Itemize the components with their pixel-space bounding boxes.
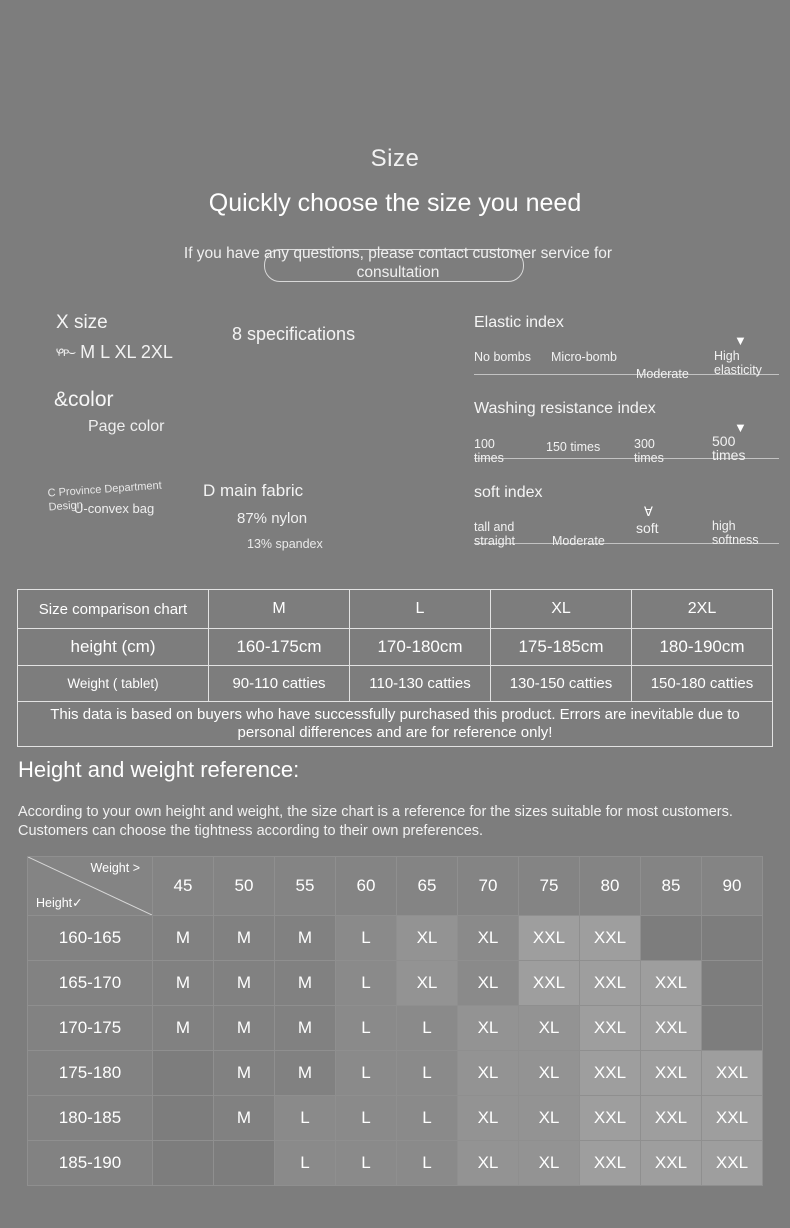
matrix-height-label-4: 180-185 [28,1096,153,1141]
matrix-cell-0-3: L [336,916,397,961]
matrix-cell-5-7: XXL [580,1141,641,1186]
matrix-weight-header-9: 90 [702,857,763,916]
matrix-cell-5-4: L [397,1141,458,1186]
matrix-weight-header-4: 65 [397,857,458,916]
comparison-row-0-cell-1: 170-180cm [350,629,491,666]
comparison-disclaimer: This data is based on buyers who have successfully purchased this product. Errors are inevitable due to personal differences and are for reference only! [18,702,773,747]
matrix-cell-3-2: M [275,1051,336,1096]
comparison-row-0-cell-0: 160-175cm [209,629,350,666]
soft-index-label-0: tall and straight [474,520,515,548]
matrix-cell-1-2: M [275,961,336,1006]
matrix-cell-0-4: XL [397,916,458,961]
elastic-index-label-1: Micro-bomb [551,350,617,364]
matrix-cell-3-3: L [336,1051,397,1096]
matrix-cell-1-4: XL [397,961,458,1006]
soft-index-title: soft index [474,484,543,501]
main-fabric-label: D main fabric [203,481,304,500]
table-row [28,857,763,916]
matrix-cell-1-3: L [336,961,397,1006]
table-row [18,590,773,629]
elastic-index-label-0: No bombs [474,350,531,364]
matrix-cell-5-2: L [275,1141,336,1186]
comparison-header-3: XL [491,590,632,629]
page-subtitle: Quickly choose the size you need [208,189,582,217]
matrix-weight-header-8: 85 [641,857,702,916]
table-row [28,916,763,961]
matrix-cell-1-6: XXL [519,961,580,1006]
matrix-corner-cell [28,857,153,916]
matrix-cell-3-1: M [214,1051,275,1096]
matrix-cell-3-0 [153,1051,214,1096]
matrix-cell-5-5: XL [458,1141,519,1186]
matrix-cell-4-1: M [214,1096,275,1141]
elastic-index-title: Elastic index [474,314,564,331]
table-row [28,961,763,1006]
matrix-cell-5-0 [153,1141,214,1186]
matrix-height-label-5: 185-190 [28,1141,153,1186]
matrix-cell-0-1: M [214,916,275,961]
matrix-cell-2-6: XL [519,1006,580,1051]
washing-index-label-2: 300 times [634,437,664,465]
size-list-glyph: ᰋᴘ⌣ [56,345,76,359]
matrix-cell-2-0: M [153,1006,214,1051]
table-row [28,1096,763,1141]
matrix-cell-4-7: XXL [580,1096,641,1141]
washing-index-label-1: 150 times [546,440,601,454]
matrix-height-label-0: 160-165 [28,916,153,961]
matrix-cell-4-8: XXL [641,1096,702,1141]
matrix-height-label-3: 175-180 [28,1051,153,1096]
table-row [18,629,773,666]
matrix-cell-4-9: XXL [702,1096,763,1141]
page-color-label: Page color [88,418,165,435]
elastic-index-label-3: High elasticity [714,349,762,377]
matrix-cell-1-7: XXL [580,961,641,1006]
comparison-row-0-cell-2: 175-185cm [491,629,632,666]
x-size-label: X size [56,312,108,333]
matrix-weight-header-2: 55 [275,857,336,916]
matrix-cell-4-5: XL [458,1096,519,1141]
table-row [28,1141,763,1186]
matrix-cell-5-9: XXL [702,1141,763,1186]
matrix-cell-1-1: M [214,961,275,1006]
comparison-header-0: Size comparison chart [18,590,209,629]
matrix-cell-4-6: XL [519,1096,580,1141]
height-weight-description: According to your own height and weight, the size chart is a reference for the sizes suitable for most customers. Customers can choose the tightness according to their own preferences. [18,804,733,839]
comparison-row-1-cell-1: 110-130 catties [350,666,491,702]
washing-index-label-0: 100 times [474,437,504,465]
comparison-row-1-cell-2: 130-150 catties [491,666,632,702]
matrix-weight-header-1: 50 [214,857,275,916]
soft-index-label-2: soft [636,520,659,536]
matrix-cell-2-8: XXL [641,1006,702,1051]
matrix-cell-3-6: XL [519,1051,580,1096]
matrix-cell-3-9: XXL [702,1051,763,1096]
matrix-cell-3-4: L [397,1051,458,1096]
elastic-index-marker: ▼ [734,333,747,348]
matrix-cell-3-7: XXL [580,1051,641,1096]
matrix-cell-1-8: XXL [641,961,702,1006]
matrix-weight-header-5: 70 [458,857,519,916]
matrix-cell-0-6: XXL [519,916,580,961]
matrix-cell-4-0 [153,1096,214,1141]
contact-note-text: If you have any questions, please contact customer service for consultation [183,245,613,281]
washing-index-label-3: 500 times [712,433,746,463]
comparison-row-1-label: Weight ( tablet) [18,666,209,702]
matrix-cell-0-7: XXL [580,916,641,961]
matrix-cell-2-2: M [275,1006,336,1051]
matrix-cell-3-5: XL [458,1051,519,1096]
spandex-percent-label: 13% spandex [247,537,323,551]
matrix-cell-1-0: M [153,961,214,1006]
washing-index-marker: ▼ [734,420,747,435]
matrix-cell-4-2: L [275,1096,336,1141]
specifications-label: 8 specifications [232,324,356,344]
comparison-row-0-cell-3: 180-190cm [632,629,773,666]
height-weight-matrix [27,856,763,1186]
matrix-cell-1-9 [702,961,763,1006]
matrix-cell-5-3: L [336,1141,397,1186]
page-title: Size [370,145,420,172]
washing-index-title: Washing resistance index [474,400,656,417]
nylon-percent-label: 87% nylon [237,510,308,527]
table-row [28,1006,763,1051]
size-list-values: M L XL 2XL [80,342,173,362]
matrix-weight-header-0: 45 [153,857,214,916]
matrix-cell-5-1 [214,1141,275,1186]
table-row [18,666,773,702]
matrix-cell-2-9 [702,1006,763,1051]
matrix-weight-header-7: 80 [580,857,641,916]
matrix-cell-2-4: L [397,1006,458,1051]
table-row [18,702,773,747]
matrix-cell-2-5: XL [458,1006,519,1051]
soft-index-marker: ∀ [644,504,653,519]
matrix-cell-4-4: L [397,1096,458,1141]
comparison-header-2: L [350,590,491,629]
matrix-cell-2-1: M [214,1006,275,1051]
u-convex-bag-label: U-convex bag [74,501,155,516]
matrix-cell-3-8: XXL [641,1051,702,1096]
comparison-row-1-cell-3: 150-180 catties [632,666,773,702]
matrix-corner-height-label: Height✓ [36,896,83,910]
matrix-cell-4-3: L [336,1096,397,1141]
matrix-cell-2-7: XXL [580,1006,641,1051]
matrix-weight-header-6: 75 [519,857,580,916]
comparison-row-1-cell-0: 90-110 catties [209,666,350,702]
matrix-cell-0-9 [702,916,763,961]
matrix-corner-weight-label: Weight > [90,861,140,875]
size-comparison-table [17,589,773,747]
elastic-index-label-2: Moderate [636,367,689,381]
matrix-cell-2-3: L [336,1006,397,1051]
soft-index-label-3: high softness [712,519,759,547]
comparison-header-1: M [209,590,350,629]
soft-index-label-1: Moderate [552,534,605,548]
matrix-cell-0-2: M [275,916,336,961]
matrix-cell-0-5: XL [458,916,519,961]
matrix-cell-5-8: XXL [641,1141,702,1186]
matrix-cell-5-6: XL [519,1141,580,1186]
matrix-height-label-1: 165-170 [28,961,153,1006]
matrix-cell-1-5: XL [458,961,519,1006]
matrix-cell-0-0: M [153,916,214,961]
size-list [56,342,173,363]
color-label: &color [54,388,114,411]
comparison-row-0-label: height (cm) [18,629,209,666]
table-row [28,1051,763,1096]
matrix-weight-header-3: 60 [336,857,397,916]
height-weight-title: Height and weight reference: [18,757,300,782]
province-design-label: C Province Department Design [47,479,163,514]
matrix-cell-0-8 [641,916,702,961]
comparison-header-4: 2XL [632,590,773,629]
matrix-height-label-2: 170-175 [28,1006,153,1051]
